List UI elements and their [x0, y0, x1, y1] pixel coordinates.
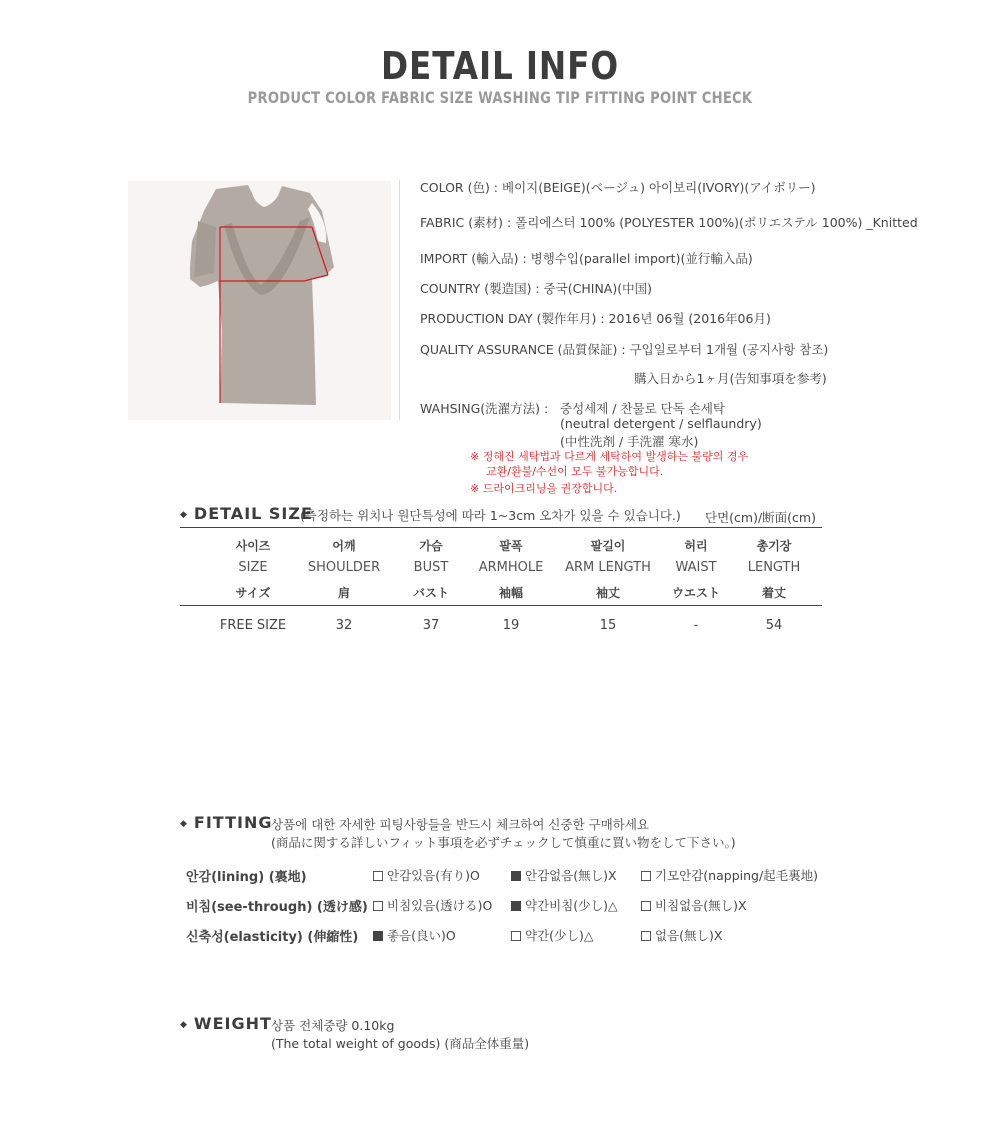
fitting-option-label: 약간비침(少し)△ [525, 898, 618, 913]
size-table-cell: 15 [599, 618, 617, 633]
fitting-option [641, 926, 722, 944]
fitting-option-label: 없음(無し)X [655, 928, 723, 943]
info-country: COUNTRY (製造国) : 중국(CHINA)(中国) [420, 281, 652, 296]
fitting-option-label: 안감있음(有り)O [387, 868, 480, 883]
size-header-jp: 着丈 [761, 586, 786, 600]
info-import: IMPORT (輸入品) : 병행수입(parallel import)(並行輸入品) [420, 251, 753, 266]
info-production-day: PRODUCTION DAY (製作年月) : 2016년 06월 (2016年06月) [420, 311, 771, 326]
fitting-option [373, 896, 492, 914]
fitting-label: 비침(see-through) (透け感) [186, 900, 368, 915]
size-header-jp: 肩 [337, 586, 350, 600]
info-washing-line: 중성세제 / 찬물로 단독 손세탁 [560, 401, 726, 416]
size-header-en: LENGTH [747, 560, 801, 575]
weight-line: 상품 전체중량 0.10kg [271, 1018, 395, 1033]
size-header-jp: 袖幅 [498, 586, 523, 600]
weight-heading: ◆ WEIGHT [180, 1014, 272, 1033]
size-header-en: BUST [413, 560, 449, 575]
weight-line: (The total weight of goods) (商品全体重量) [271, 1036, 530, 1051]
fitting-option [511, 926, 594, 944]
fitting-note-kr: 상품에 대한 자세한 피팅사항들을 반드시 체크하여 신중한 구매하세요 [271, 817, 649, 832]
info-washing-label: WAHSING(洗濯方法) : [420, 401, 549, 416]
size-header-jp: ウエスト [671, 586, 720, 600]
warning-text: 교환/환불/수선이 모두 불가능합니다. [486, 465, 664, 478]
size-header-kr: 사이즈 [235, 539, 271, 553]
unchecked-box-icon [641, 871, 651, 881]
diamond-bullet-icon: ◆ [180, 819, 188, 829]
fitting-heading: ◆ FITTING [180, 813, 273, 832]
warning-text: ※ 정해진 세탁법과 다르게 세탁하여 발생하는 불량의 경우 [470, 450, 749, 463]
checked-box-icon [511, 871, 521, 881]
size-header-en: ARMHOLE [478, 560, 544, 575]
size-table-cell: FREE SIZE [219, 618, 287, 633]
fitting-label: 신축성(elasticity) (伸縮性) [186, 930, 359, 945]
fitting-option [511, 896, 618, 914]
info-quality-assurance: QUALITY ASSURANCE (品質保証) : 구입일로부터 1개월 (공지사항 참조) [420, 342, 829, 357]
size-table-cell: 32 [335, 618, 353, 633]
checked-box-icon [373, 931, 383, 941]
size-header-jp: サイズ [235, 586, 271, 600]
fitting-option [641, 866, 818, 884]
fitting-option [373, 866, 480, 884]
detail-size-heading: ◆ DETAIL SIZE [180, 504, 313, 523]
size-header-en: SHOULDER [307, 560, 381, 575]
fitting-option-label: 비침없음(無し)X [655, 898, 747, 913]
unchecked-box-icon [511, 931, 521, 941]
unchecked-box-icon [373, 871, 383, 881]
fitting-option [373, 926, 456, 944]
unchecked-box-icon [641, 901, 651, 911]
fitting-label: 안감(lining) (裏地) [186, 870, 307, 885]
size-header-kr: 가슴 [419, 539, 443, 553]
fitting-option-label: 기모안감(napping/起毛裏地) [655, 868, 819, 883]
size-header-kr: 허리 [684, 539, 708, 553]
detail-size-note: (측정하는 위치나 원단특성에 따라 1~3cm 오차가 있을 수 있습니다.) [300, 508, 681, 523]
size-header-kr: 팔폭 [499, 539, 523, 553]
vertical-divider [399, 180, 400, 420]
table-top-border [180, 527, 822, 528]
size-header-en: ARM LENGTH [565, 560, 651, 575]
page-title: DETAIL INFO [381, 44, 619, 88]
info-color: COLOR (色) : 베이지(BEIGE)(ベージュ) 아이보리(IVORY)(アイボリー) [420, 180, 816, 195]
fitting-option-label: 좋음(良い)O [387, 928, 456, 943]
size-table-cell: - [693, 618, 699, 633]
fitting-option [511, 866, 617, 884]
size-table-cell: 19 [502, 618, 520, 633]
fitting-option [641, 896, 747, 914]
size-header-kr: 팔길이 [590, 539, 626, 553]
unit-label: 단면(cm)/断面(cm) [705, 510, 816, 525]
warning-text: ※ 드라이크리닝을 권장합니다. [470, 482, 618, 495]
unchecked-box-icon [373, 901, 383, 911]
size-table-cell: 54 [765, 618, 783, 633]
size-header-jp: バスト [412, 586, 449, 600]
info-fabric: FABRIC (素材) : 폴리에스터 100% (POLYESTER 100%)(ポリエステル 100%) _Knitted [420, 215, 918, 230]
size-table-cell: 37 [422, 618, 440, 633]
size-header-en: SIZE [238, 560, 268, 575]
info-washing-line: (neutral detergent / selflaundry) [560, 416, 762, 431]
fitting-note-jp: (商品に関する詳しいフィット事項を必ずチェックして慎重に買い物をして下さい。) [271, 835, 736, 850]
info-quality-assurance-jp: 購入日から1ヶ月(告知事項を参考) [634, 371, 827, 386]
fitting-option-label: 비침있음(透ける)O [387, 898, 493, 913]
product-illustration [128, 181, 391, 420]
fitting-option-label: 약간(少し)△ [525, 928, 594, 943]
page-subtitle: PRODUCT COLOR FABRIC SIZE WASHING TIP FITTING POINT CHECK [247, 88, 753, 107]
fitting-option-label: 안감없음(無し)X [525, 868, 617, 883]
table-header-border [180, 605, 822, 606]
size-header-en: WAIST [675, 560, 717, 575]
unchecked-box-icon [641, 931, 651, 941]
info-washing-line: (中性洗剤 / 手洗濯 寒水) [560, 434, 699, 449]
size-header-jp: 袖丈 [595, 586, 620, 600]
diamond-bullet-icon: ◆ [180, 1020, 188, 1030]
size-header-kr: 총기장 [756, 539, 792, 553]
diamond-bullet-icon: ◆ [180, 510, 188, 520]
checked-box-icon [511, 901, 521, 911]
size-header-kr: 어깨 [332, 539, 356, 553]
product-photo [128, 181, 391, 420]
